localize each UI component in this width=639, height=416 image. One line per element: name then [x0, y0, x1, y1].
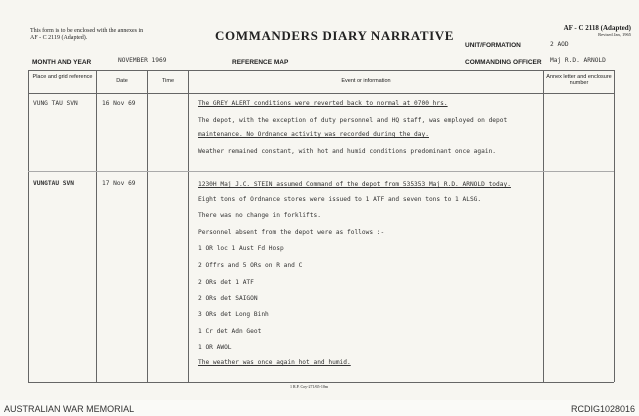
entry-line: 2 ORs det 1 ATF — [198, 279, 254, 286]
entry-place: VUNG TAU SVN — [33, 100, 78, 107]
footer-document-id: RCDIG1028016 — [570, 404, 635, 414]
table-header-border — [28, 93, 614, 94]
entry-line: The weather was once again hot and humid. — [198, 359, 351, 366]
entry-place: VUNGTAU SVN — [33, 180, 74, 187]
column-header-date: Date — [116, 78, 128, 84]
footer-archive: AUSTRALIAN WAR MEMORIAL — [4, 404, 135, 414]
month-value: NOVEMBER 1969 — [118, 57, 167, 64]
column-divider — [96, 70, 97, 382]
entry-separator — [28, 171, 614, 172]
column-header-place: Place and grid reference — [32, 74, 93, 80]
form-code — [564, 24, 631, 37]
commanding-officer-label: COMMANDING OFFICER — [465, 59, 542, 66]
column-header-event: Event or information — [341, 78, 391, 84]
column-header-annex: Annex letter and enclosure number — [546, 74, 612, 86]
entry-line: Personnel absent from the depot were as follows :- — [198, 229, 385, 236]
table-right-border — [614, 70, 615, 382]
unit-value: 2 AOD — [550, 41, 569, 48]
reference-map-label: REFERENCE MAP — [232, 59, 289, 66]
entry-line: maintenance. No Ordnance activity was recorded during the day. — [198, 131, 429, 138]
entry-line: The depot, with the exception of duty personnel and HQ staff, was employed on depot — [198, 117, 508, 124]
column-divider — [188, 70, 189, 382]
entry-line: There was no change in forklifts. — [198, 212, 321, 219]
form-code-label: AF - C 2118 (Adapted) — [563, 24, 631, 32]
commanding-officer-value: Maj R.D. ARNOLD — [550, 57, 606, 64]
entry-line: Eight tons of Ordnance stores were issued to 1 ATF and seven tons to 1 ALSG. — [198, 196, 482, 203]
table-left-border — [28, 70, 29, 382]
column-divider — [543, 70, 544, 382]
entry-date: 16 Nov 69 — [102, 100, 136, 107]
entry-line: Weather remained constant, with hot and humid conditions predominant once again. — [198, 148, 497, 155]
entry-line: 1230H Maj J.C. STEIN assumed Command of the depot from 535353 Maj R.D. ARNOLD today. — [198, 181, 511, 188]
entry-line: 3 ORs det Long Binh — [198, 311, 269, 318]
unit-label: UNIT/FORMATION — [465, 42, 521, 49]
entry-line: 1 OR AWOL — [198, 344, 232, 351]
entry-date: 17 Nov 69 — [102, 180, 136, 187]
entry-line: The GREY ALERT conditions were reverted back to normal at 0700 hrs. — [198, 100, 448, 107]
column-header-time: Time — [161, 78, 175, 84]
entry-line: 2 ORs det SAIGON — [198, 295, 258, 302]
revised-label: Revised Jan, 1965 — [598, 32, 631, 37]
table-top-border — [28, 70, 614, 71]
entry-line: 2 Offrs and 5 ORs on R and C — [198, 262, 303, 269]
entry-line: 1 Cr det Adn Geot — [198, 328, 262, 335]
printer-line: 1 R.P. Coy-271/65-10m — [290, 384, 329, 389]
month-label: MONTH AND YEAR — [32, 59, 92, 66]
entry-line: 1 OR loc 1 Aust Fd Hosp — [198, 245, 284, 252]
form-note: This form is to be enclosed with the annexes in AF - C 2119 (Adapted). — [30, 28, 144, 41]
page-title: COMMANDERS DIARY NARRATIVE — [215, 28, 455, 43]
table-bottom-border — [28, 382, 614, 383]
column-divider — [147, 70, 148, 382]
